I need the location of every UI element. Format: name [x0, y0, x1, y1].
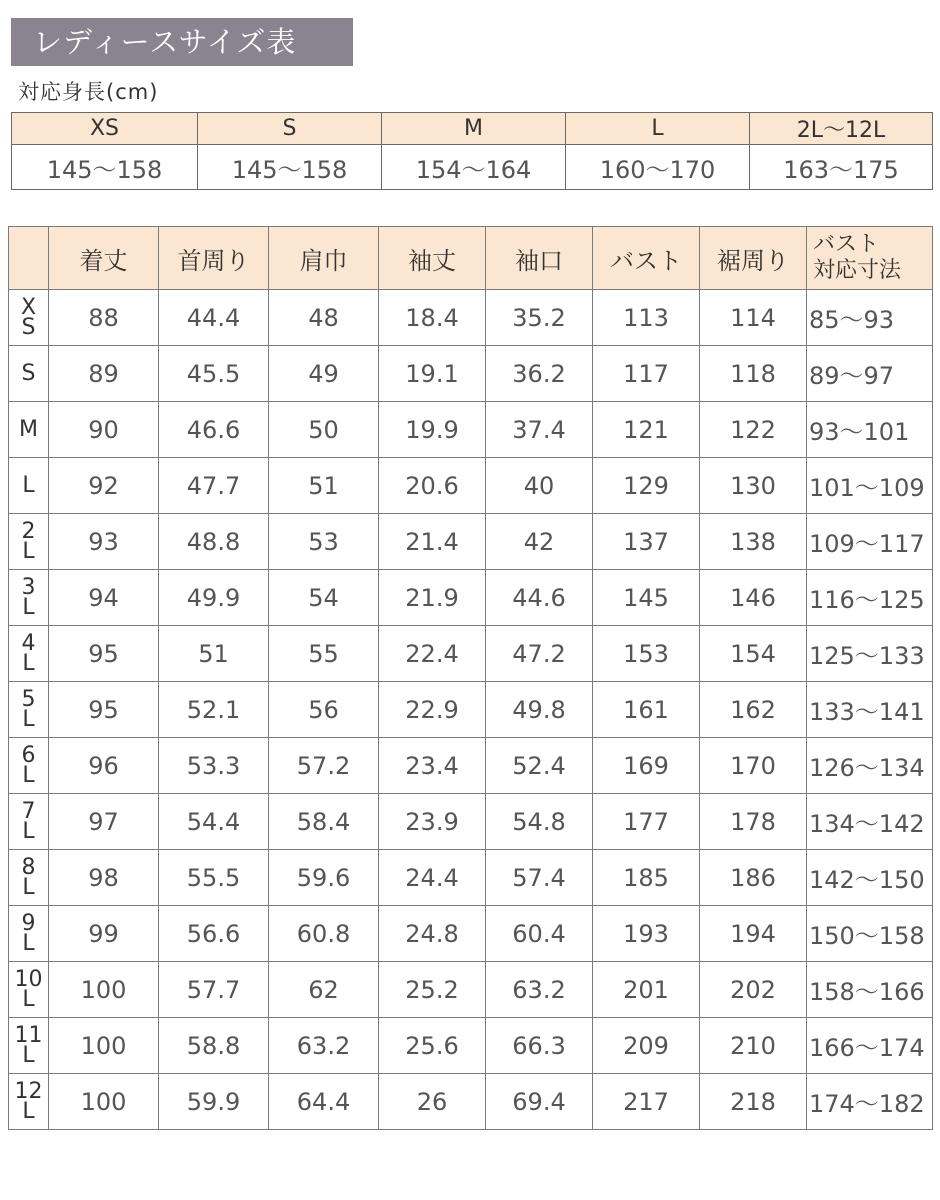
table-row: [9, 570, 933, 626]
cell-neck: 48.8: [159, 514, 269, 570]
size-label-bottom: L: [22, 538, 35, 564]
cell-hem: 130: [700, 458, 807, 514]
cell-bust: 145: [593, 570, 700, 626]
size-table-body: [9, 290, 933, 1130]
cell-neck: 58.8: [159, 1018, 269, 1074]
cell-length: 92: [49, 458, 159, 514]
header-shoulder: 肩巾: [269, 227, 379, 290]
size-header-row: [9, 227, 933, 290]
cell-length: 97: [49, 794, 159, 850]
cell-shoulder: 54: [269, 570, 379, 626]
cell-bust-range: 134〜142: [807, 794, 933, 850]
cell-neck: 56.6: [159, 906, 269, 962]
cell-hem: 114: [700, 290, 807, 346]
cell-cuff: 60.4: [486, 906, 593, 962]
cell-sleeve-length: 24.8: [379, 906, 486, 962]
cell-bust-range: 93〜101: [807, 402, 933, 458]
cell-shoulder: 63.2: [269, 1018, 379, 1074]
cell-neck: 52.1: [159, 682, 269, 738]
row-size-label: [9, 794, 49, 850]
cell-bust: 201: [593, 962, 700, 1018]
cell-bust: 153: [593, 626, 700, 682]
size-table: [8, 226, 933, 1130]
cell-neck: 47.7: [159, 458, 269, 514]
height-header-s: S: [198, 113, 382, 145]
cell-hem: 202: [700, 962, 807, 1018]
header-hem: 裾周り: [700, 227, 807, 290]
row-size-label: [9, 402, 49, 458]
cell-length: 100: [49, 1018, 159, 1074]
table-row: [9, 682, 933, 738]
header-length: 着丈: [49, 227, 159, 290]
cell-length: 90: [49, 402, 159, 458]
cell-cuff: 42: [486, 514, 593, 570]
cell-length: 96: [49, 738, 159, 794]
size-label-top: 12: [14, 1078, 43, 1104]
table-row: [9, 962, 933, 1018]
table-row: [9, 402, 933, 458]
size-label-top: 3: [21, 574, 36, 600]
size-label-top: 7: [21, 798, 36, 824]
size-label-top: L: [22, 472, 35, 498]
row-size-label: [9, 962, 49, 1018]
cell-length: 94: [49, 570, 159, 626]
cell-bust-range: 85〜93: [807, 290, 933, 346]
size-label-bottom: L: [22, 1098, 35, 1124]
cell-bust-range: 133〜141: [807, 682, 933, 738]
cell-neck: 45.5: [159, 346, 269, 402]
cell-bust: 193: [593, 906, 700, 962]
cell-neck: 54.4: [159, 794, 269, 850]
header-bust: バスト: [593, 227, 700, 290]
cell-sleeve-length: 25.2: [379, 962, 486, 1018]
cell-bust-range: 174〜182: [807, 1074, 933, 1130]
height-value-2l-12l: 163〜175: [750, 145, 933, 190]
cell-cuff: 47.2: [486, 626, 593, 682]
cell-shoulder: 60.8: [269, 906, 379, 962]
height-header-l: L: [566, 113, 750, 145]
table-row: [9, 850, 933, 906]
cell-hem: 122: [700, 402, 807, 458]
cell-neck: 57.7: [159, 962, 269, 1018]
height-value-l: 160〜170: [566, 145, 750, 190]
cell-hem: 194: [700, 906, 807, 962]
cell-hem: 186: [700, 850, 807, 906]
cell-hem: 218: [700, 1074, 807, 1130]
size-label-bottom: S: [21, 314, 36, 340]
cell-sleeve-length: 22.4: [379, 626, 486, 682]
height-section-label: 対応身長(cm): [18, 80, 159, 104]
row-size-label: [9, 458, 49, 514]
cell-shoulder: 48: [269, 290, 379, 346]
cell-shoulder: 59.6: [269, 850, 379, 906]
header-bust-range: [807, 227, 933, 290]
cell-neck: 49.9: [159, 570, 269, 626]
cell-sleeve-length: 21.4: [379, 514, 486, 570]
cell-sleeve-length: 23.4: [379, 738, 486, 794]
cell-cuff: 57.4: [486, 850, 593, 906]
cell-bust-range: 101〜109: [807, 458, 933, 514]
cell-shoulder: 55: [269, 626, 379, 682]
cell-cuff: 35.2: [486, 290, 593, 346]
size-label-top: 6: [21, 742, 36, 768]
height-header-xs: XS: [12, 113, 198, 145]
cell-length: 99: [49, 906, 159, 962]
cell-bust: 129: [593, 458, 700, 514]
size-label-top: 11: [14, 1022, 43, 1048]
cell-hem: 210: [700, 1018, 807, 1074]
cell-sleeve-length: 23.9: [379, 794, 486, 850]
cell-cuff: 63.2: [486, 962, 593, 1018]
row-size-label: [9, 570, 49, 626]
row-size-label: [9, 682, 49, 738]
page-title: レディースサイズ表: [11, 18, 353, 66]
height-value-m: 154〜164: [382, 145, 566, 190]
cell-cuff: 49.8: [486, 682, 593, 738]
cell-length: 100: [49, 962, 159, 1018]
height-header-2l-12l: 2L〜12L: [750, 113, 933, 145]
cell-hem: 154: [700, 626, 807, 682]
table-row: [9, 346, 933, 402]
cell-bust: 117: [593, 346, 700, 402]
size-label-top: 9: [21, 910, 36, 936]
size-header-corner: [9, 227, 49, 290]
table-row: [9, 1018, 933, 1074]
size-label-top: 4: [21, 630, 36, 656]
size-label-bottom: L: [22, 594, 35, 620]
cell-sleeve-length: 19.9: [379, 402, 486, 458]
cell-bust-range: 89〜97: [807, 346, 933, 402]
cell-bust-range: 142〜150: [807, 850, 933, 906]
size-label-top: X: [20, 294, 37, 320]
cell-bust: 121: [593, 402, 700, 458]
size-label-bottom: L: [22, 818, 35, 844]
cell-neck: 46.6: [159, 402, 269, 458]
table-row: [9, 290, 933, 346]
size-label-bottom: L: [22, 930, 35, 956]
cell-shoulder: 56: [269, 682, 379, 738]
cell-shoulder: 58.4: [269, 794, 379, 850]
cell-bust-range: 150〜158: [807, 906, 933, 962]
cell-shoulder: 64.4: [269, 1074, 379, 1130]
cell-cuff: 36.2: [486, 346, 593, 402]
size-label-top: 5: [21, 686, 36, 712]
table-row: [9, 1074, 933, 1130]
table-row: [9, 458, 933, 514]
cell-bust: 161: [593, 682, 700, 738]
row-size-label: [9, 346, 49, 402]
cell-bust-range: 109〜117: [807, 514, 933, 570]
cell-length: 93: [49, 514, 159, 570]
header-bust-range-line1: バスト: [813, 232, 880, 257]
cell-length: 95: [49, 626, 159, 682]
size-label-bottom: L: [22, 1042, 35, 1068]
cell-bust: 217: [593, 1074, 700, 1130]
header-cuff: 袖口: [486, 227, 593, 290]
cell-bust: 185: [593, 850, 700, 906]
cell-shoulder: 51: [269, 458, 379, 514]
cell-bust-range: 166〜174: [807, 1018, 933, 1074]
cell-sleeve-length: 20.6: [379, 458, 486, 514]
size-label-bottom: L: [22, 874, 35, 900]
height-value-row: [12, 145, 933, 190]
cell-sleeve-length: 22.9: [379, 682, 486, 738]
row-size-label: [9, 850, 49, 906]
cell-sleeve-length: 21.9: [379, 570, 486, 626]
cell-bust: 137: [593, 514, 700, 570]
row-size-label: [9, 290, 49, 346]
cell-shoulder: 62: [269, 962, 379, 1018]
cell-length: 89: [49, 346, 159, 402]
height-header-m: M: [382, 113, 566, 145]
cell-neck: 53.3: [159, 738, 269, 794]
cell-length: 98: [49, 850, 159, 906]
cell-neck: 55.5: [159, 850, 269, 906]
cell-cuff: 44.6: [486, 570, 593, 626]
cell-hem: 170: [700, 738, 807, 794]
cell-cuff: 37.4: [486, 402, 593, 458]
cell-cuff: 69.4: [486, 1074, 593, 1130]
cell-bust-range: 125〜133: [807, 626, 933, 682]
row-size-label: [9, 738, 49, 794]
cell-sleeve-length: 24.4: [379, 850, 486, 906]
table-row: [9, 794, 933, 850]
cell-hem: 162: [700, 682, 807, 738]
cell-cuff: 66.3: [486, 1018, 593, 1074]
table-row: [9, 906, 933, 962]
cell-shoulder: 49: [269, 346, 379, 402]
cell-sleeve-length: 26: [379, 1074, 486, 1130]
cell-hem: 138: [700, 514, 807, 570]
height-header-row: [12, 113, 933, 145]
cell-length: 100: [49, 1074, 159, 1130]
size-label-bottom: L: [22, 762, 35, 788]
cell-shoulder: 50: [269, 402, 379, 458]
size-label-top: 10: [14, 966, 43, 992]
cell-neck: 59.9: [159, 1074, 269, 1130]
size-label-bottom: L: [22, 706, 35, 732]
row-size-label: [9, 514, 49, 570]
table-row: [9, 514, 933, 570]
height-table: [11, 112, 933, 190]
cell-bust: 177: [593, 794, 700, 850]
cell-sleeve-length: 18.4: [379, 290, 486, 346]
size-label-bottom: L: [22, 650, 35, 676]
cell-shoulder: 53: [269, 514, 379, 570]
cell-cuff: 52.4: [486, 738, 593, 794]
size-label-top: 8: [21, 854, 36, 880]
cell-neck: 44.4: [159, 290, 269, 346]
cell-cuff: 54.8: [486, 794, 593, 850]
cell-length: 88: [49, 290, 159, 346]
cell-bust-range: 158〜166: [807, 962, 933, 1018]
height-value-s: 145〜158: [198, 145, 382, 190]
cell-neck: 51: [159, 626, 269, 682]
size-label-bottom: L: [22, 986, 35, 1012]
size-label-top: M: [19, 416, 38, 442]
row-size-label: [9, 1074, 49, 1130]
row-size-label: [9, 906, 49, 962]
row-size-label: [9, 626, 49, 682]
cell-bust: 113: [593, 290, 700, 346]
cell-shoulder: 57.2: [269, 738, 379, 794]
cell-hem: 146: [700, 570, 807, 626]
size-label-top: 2: [21, 518, 36, 544]
cell-hem: 178: [700, 794, 807, 850]
cell-bust: 209: [593, 1018, 700, 1074]
header-neck: 首周り: [159, 227, 269, 290]
cell-bust: 169: [593, 738, 700, 794]
cell-bust-range: 116〜125: [807, 570, 933, 626]
cell-bust-range: 126〜134: [807, 738, 933, 794]
header-sleeve-length: 袖丈: [379, 227, 486, 290]
row-size-label: [9, 1018, 49, 1074]
size-label-top: S: [21, 360, 36, 386]
cell-hem: 118: [700, 346, 807, 402]
cell-length: 95: [49, 682, 159, 738]
header-bust-range-line2: 対応寸法: [813, 258, 902, 283]
table-row: [9, 626, 933, 682]
cell-sleeve-length: 19.1: [379, 346, 486, 402]
cell-cuff: 40: [486, 458, 593, 514]
height-value-xs: 145〜158: [12, 145, 198, 190]
cell-sleeve-length: 25.6: [379, 1018, 486, 1074]
table-row: [9, 738, 933, 794]
